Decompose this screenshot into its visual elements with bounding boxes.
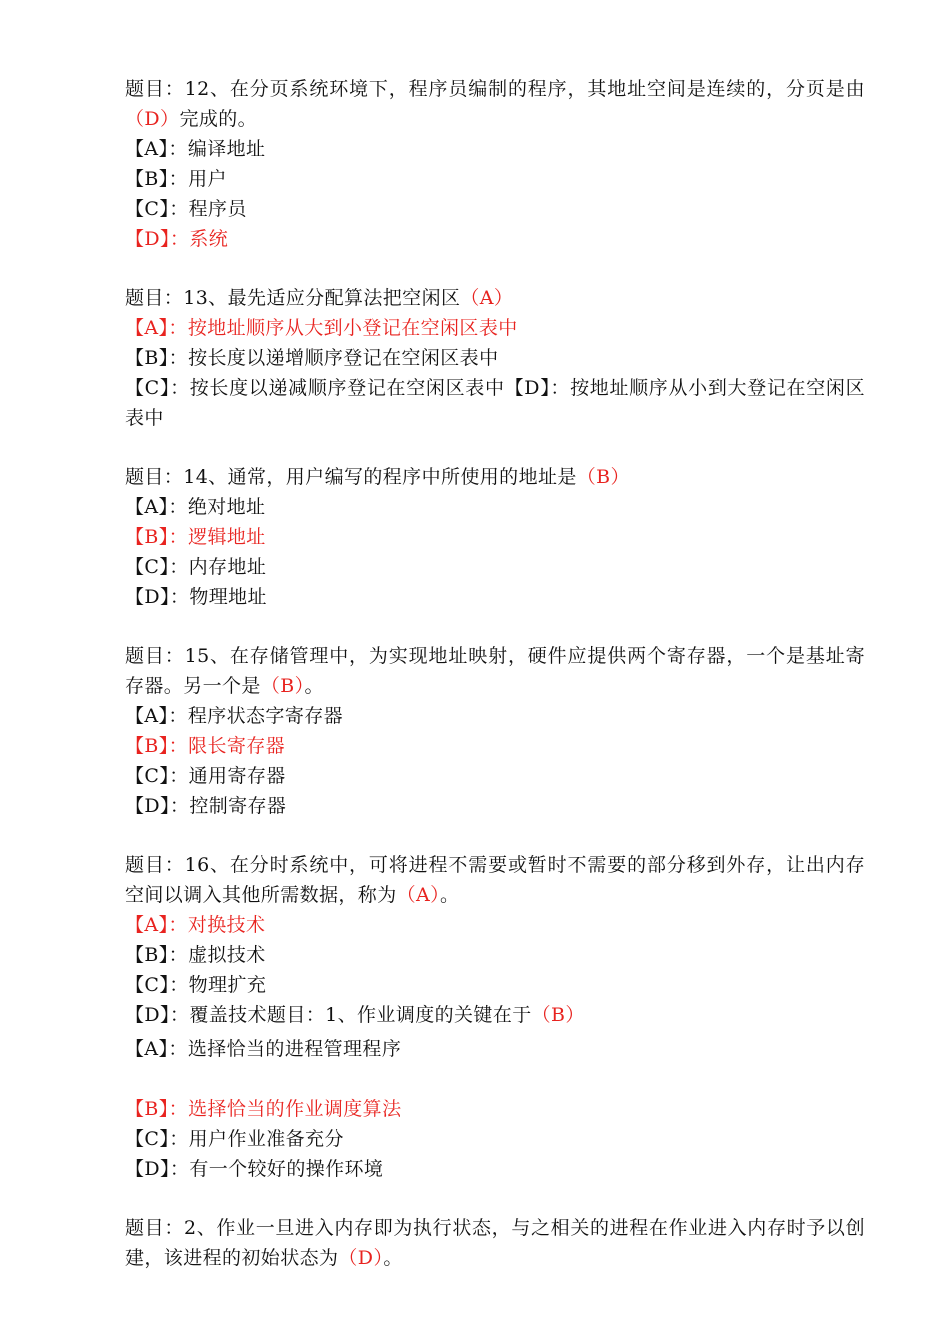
answer-text: （A） <box>460 287 514 309</box>
option-b: 【B】：按长度以递增顺序登记在空闲区表中 <box>125 347 499 369</box>
document-page <box>125 74 865 1273</box>
option-a-correct: 【A】：按地址顺序从大到小登记在空闲区表中 <box>125 317 518 339</box>
answer-text: （B） <box>260 675 305 697</box>
option-b: 【B】：用户 <box>125 168 227 190</box>
question-12-stem <box>125 74 865 134</box>
stem-text: 【D】：覆盖技术题目：1、作业调度的关键在于 <box>125 1004 532 1026</box>
option-d: 【D】：有一个较好的操作环境 <box>125 1158 384 1180</box>
question-2 <box>125 1213 865 1273</box>
question-2-stem <box>125 1213 865 1273</box>
option-a: 【A】：选择恰当的进程管理程序 <box>125 1038 402 1060</box>
spacer <box>125 1184 865 1213</box>
option-a: 【A】：绝对地址 <box>125 496 266 518</box>
option-b-correct: 【B】：选择恰当的作业调度算法 <box>125 1098 402 1120</box>
stem-text: 题目：13、最先适应分配算法把空闲区 <box>125 287 461 309</box>
stem-text-end: 。 <box>383 1247 403 1269</box>
stem-text: 题目：14、通常，用户编写的程序中所使用的地址是 <box>125 466 577 488</box>
option-c: 【C】：物理扩充 <box>125 974 267 996</box>
spacer <box>125 433 865 462</box>
spacer <box>125 254 865 283</box>
option-d-correct: 【D】：系统 <box>125 228 229 250</box>
stem-text: 题目：15、在存储管理中，为实现地址映射，硬件应提供两个寄存器，一个是基址寄存器。另一个是 <box>125 645 865 697</box>
stem-text: 题目：16、在分时系统中，可将进程不需要或暂时不需要的部分移到外存，让出内存空间以调入其他所需数据，称为 <box>125 854 865 906</box>
answer-text: （D） <box>125 108 180 130</box>
question-14-stem <box>125 462 865 492</box>
answer-text: （B） <box>531 1004 585 1026</box>
spacer <box>125 612 865 641</box>
stem-text: 题目：12、在分页系统环境下，程序员编制的程序，其地址空间是连续的，分页是由 <box>125 78 865 100</box>
question-13 <box>125 283 865 433</box>
option-b-correct: 【B】：逻辑地址 <box>125 526 266 548</box>
question-14 <box>125 462 865 612</box>
option-d-merged-q1-stem <box>125 1000 865 1030</box>
question-16 <box>125 850 865 1030</box>
option-c: 【C】：程序员 <box>125 198 247 220</box>
stem-text-end: 。 <box>304 675 324 697</box>
question-15 <box>125 641 865 821</box>
question-12 <box>125 74 865 254</box>
question-16-stem <box>125 850 865 910</box>
answer-text: （D） <box>338 1247 384 1269</box>
spacer <box>125 821 865 850</box>
stem-text: 题目：2、作业一旦进入内存即为执行状态，与之相关的进程在作业进入内存时予以创建，该进程的初始状态为 <box>125 1217 865 1269</box>
question-13-stem <box>125 283 865 313</box>
option-a: 【A】：程序状态字寄存器 <box>125 705 344 727</box>
question-15-stem <box>125 641 865 701</box>
option-d: 【D】：控制寄存器 <box>125 795 287 817</box>
option-a-correct: 【A】：对换技术 <box>125 914 266 936</box>
question-1 <box>125 1034 865 1184</box>
option-c-d: 【C】：按长度以递减顺序登记在空闲区表中【D】：按地址顺序从小到大登记在空闲区表中 <box>125 377 865 429</box>
spacer <box>125 1064 865 1094</box>
answer-text: （B） <box>576 466 630 488</box>
option-c: 【C】：通用寄存器 <box>125 765 286 787</box>
stem-text-end: 完成的。 <box>179 108 258 130</box>
option-c: 【C】：用户作业准备充分 <box>125 1128 344 1150</box>
option-b-correct: 【B】：限长寄存器 <box>125 735 286 757</box>
stem-text-end: 。 <box>440 884 460 906</box>
answer-text: （A） <box>396 884 441 906</box>
option-a: 【A】：编译地址 <box>125 138 266 160</box>
option-c: 【C】：内存地址 <box>125 556 267 578</box>
option-d: 【D】：物理地址 <box>125 586 267 608</box>
option-b: 【B】：虚拟技术 <box>125 944 266 966</box>
